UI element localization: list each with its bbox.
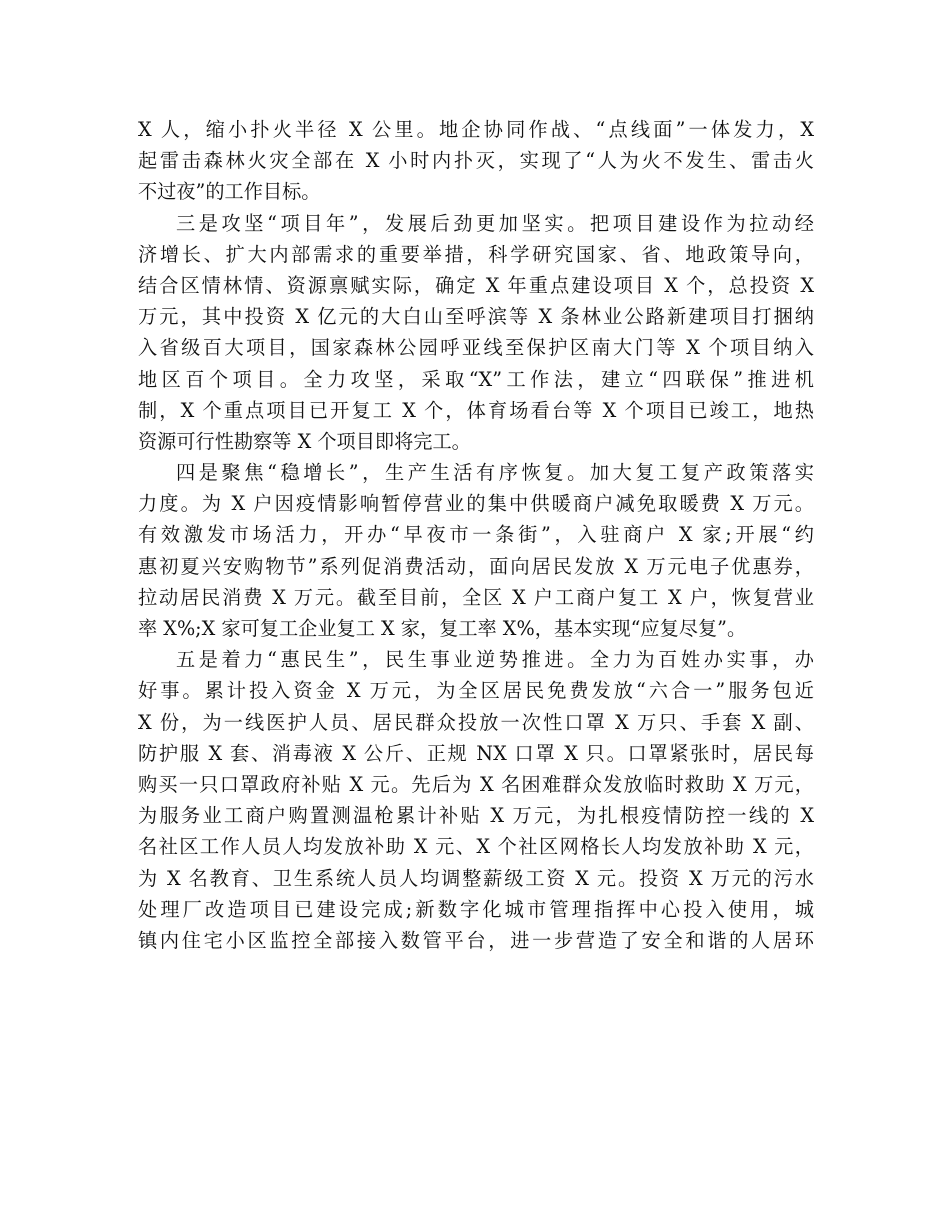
document-body [138, 114, 814, 956]
text-line: 镇内住宅小区监控全部接入数管平台，进一步营造了安全和谐的人居环 [138, 928, 814, 952]
text-line: 惠初夏兴安购物节”系列促消费活动，面向居民发放 X 万元电子优惠券， [138, 554, 814, 578]
text-line: 三是攻坚“项目年”，发展后劲更加坚实。把项目建设作为拉动经 [176, 211, 814, 235]
text-line: 率 X%;X 家可复工企业复工 X 家，复工率 X%，基本实现“应复尽复”。 [138, 617, 747, 640]
text-line: 防护服 X 套、消毒液 X 公斤、正规 NX 口罩 X 只。口罩紧张时，居民每 [138, 741, 814, 765]
text-line: X 人，缩小扑火半径 X 公里。地企协同作战、“点线面”一体发力，X [138, 118, 814, 141]
text-line: 资源可行性勘察等 X 个项目即将完工。 [138, 429, 471, 453]
text-line: 入省级百大项目，国家森林公园呼亚线至保护区南大门等 X 个项目纳入 [138, 336, 814, 360]
text-line: 济增长、扩大内部需求的重要举措，科学研究国家、省、地政策导向， [138, 242, 814, 266]
text-line: 拉动居民消费 X 万元。截至目前，全区 X 户工商户复工 X 户，恢复营业 [138, 585, 814, 609]
text-line: 结合区情林情、资源禀赋实际，确定 X 年重点建设项目 X 个，总投资 X [138, 273, 814, 297]
text-line: 好事。累计投入资金 X 万元，为全区居民免费发放“六合一”服务包近 [138, 679, 814, 703]
text-line: 为服务业工商户购置测温枪累计补贴 X 万元，为扎根疫情防控一线的 X [138, 804, 814, 828]
text-line: 不过夜”的工作目标。 [138, 180, 321, 204]
text-line: 名社区工作人员人均发放补助 X 元、X 个社区网格长人均发放补助 X 元， [138, 835, 814, 859]
text-line: 力度。为 X 户因疫情影响暂停营业的集中供暖商户减免取暖费 X 万元。 [138, 492, 814, 516]
text-line: 有效激发市场活力，开办“早夜市一条街”，入驻商户 X 家;开展“约 [138, 523, 814, 547]
text-line: 起雷击森林火灾全部在 X 小时内扑灭，实现了“人为火不发生、雷击火 [138, 149, 814, 173]
text-line: X 份，为一线医护人员、居民群众投放一次性口罩 X 万只、手套 X 副、 [138, 710, 814, 734]
text-line: 四是聚焦“稳增长”，生产生活有序恢复。加大复工复产政策落实 [176, 461, 814, 485]
text-line: 处理厂改造项目已建设完成;新数字化城市管理指挥中心投入使用，城 [138, 897, 814, 921]
paragraph-1 [138, 114, 814, 208]
text-line: 万元，其中投资 X 亿元的大白山至呼滨等 X 条林业公路新建项目打捆纳 [138, 305, 814, 329]
paragraph-3 [138, 457, 814, 644]
paragraph-2 [138, 208, 814, 458]
paragraph-4 [138, 644, 814, 956]
text-line: 地区百个项目。全力攻坚，采取“X”工作法，建立“四联保”推进机 [138, 367, 814, 391]
text-line: 五是着力“惠民生”，民生事业逆势推进。全力为百姓办实事，办 [176, 648, 814, 672]
text-line: 制，X 个重点项目已开复工 X 个，体育场看台等 X 个项目已竣工，地热 [138, 398, 814, 422]
text-line: 购买一只口罩政府补贴 X 元。先后为 X 名困难群众发放临时救助 X 万元， [138, 772, 814, 796]
text-line: 为 X 名教育、卫生系统人员人均调整薪级工资 X 元。投资 X 万元的污水 [138, 866, 814, 890]
